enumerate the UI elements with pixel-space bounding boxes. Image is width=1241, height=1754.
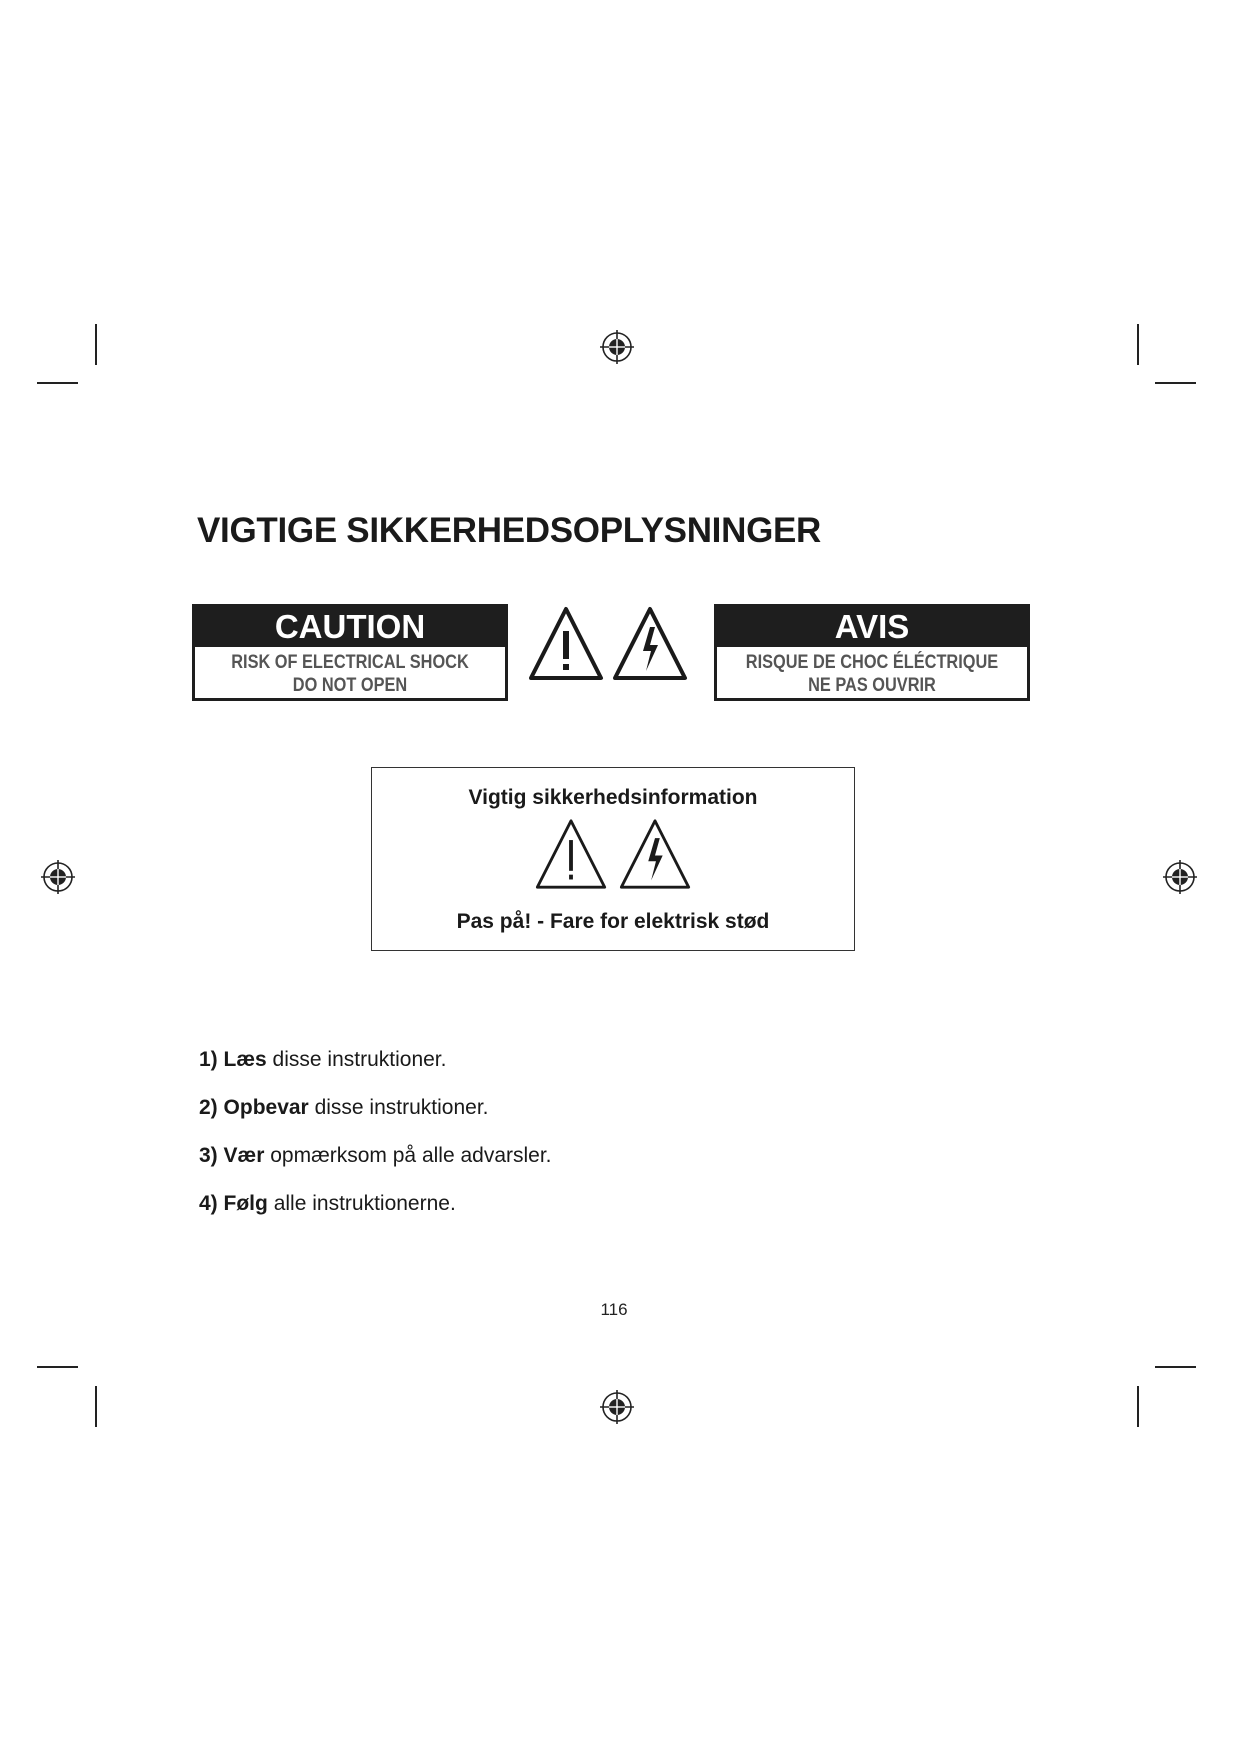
crop-mark-icon: [37, 382, 78, 384]
crop-mark-icon: [1155, 382, 1196, 384]
item-keyword: Læs: [223, 1048, 267, 1071]
item-keyword: Vær: [223, 1144, 265, 1167]
caution-line-1: RISK OF ELECTRICAL SHOCK: [231, 652, 469, 673]
avis-label: [714, 604, 1030, 701]
item-keyword: Opbevar: [223, 1096, 309, 1119]
item-number: 3): [199, 1144, 218, 1167]
list-item: [199, 1142, 552, 1190]
item-text: alle instruktionerne.: [267, 1192, 456, 1215]
item-number: 4): [199, 1192, 218, 1215]
safety-info-icons: [372, 817, 854, 891]
item-keyword: Følg: [223, 1192, 268, 1215]
registration-mark-icon: [1163, 860, 1197, 894]
lightning-warning-icon: [618, 817, 692, 891]
crop-mark-icon: [1137, 324, 1139, 365]
avis-heading: AVIS: [717, 607, 1027, 647]
safety-info-footer: Pas på! - Fare for elektrisk stød: [456, 910, 770, 933]
avis-line-1: RISQUE DE CHOC ÉLÉCTRIQUE: [745, 652, 999, 673]
caution-line-2: DO NOT OPEN: [292, 675, 408, 696]
list-item: [199, 1094, 552, 1142]
page-title: VIGTIGE SIKKERHEDSOPLYSNINGER: [197, 511, 822, 550]
item-text: disse instruktioner.: [308, 1096, 489, 1119]
registration-mark-icon: [41, 860, 75, 894]
exclamation-warning-icon: [528, 605, 604, 682]
safety-info-box: [371, 767, 855, 951]
registration-mark-icon: [600, 330, 634, 364]
exclamation-warning-icon: [534, 817, 608, 891]
list-item: [199, 1046, 552, 1094]
safety-info-heading: Vigtig sikkerhedsinformation: [468, 786, 758, 809]
crop-mark-icon: [37, 1366, 78, 1368]
item-number: 1): [199, 1048, 218, 1071]
lightning-warning-icon: [612, 605, 688, 682]
avis-line-2: NE PAS OUVRIR: [808, 675, 936, 696]
item-text: opmærksom på alle advarsler.: [264, 1144, 552, 1167]
crop-mark-icon: [1137, 1386, 1139, 1427]
avis-text: [739, 647, 1006, 697]
instruction-list: [199, 1046, 552, 1238]
registration-mark-icon: [600, 1390, 634, 1424]
crop-mark-icon: [1155, 1366, 1196, 1368]
page-number: 116: [600, 1300, 628, 1319]
caution-text: [217, 647, 484, 697]
item-text: disse instruktioner.: [266, 1048, 447, 1071]
caution-heading: CAUTION: [195, 607, 505, 647]
caution-label: [192, 604, 508, 701]
crop-mark-icon: [95, 1386, 97, 1427]
item-number: 2): [199, 1096, 218, 1119]
crop-mark-icon: [95, 324, 97, 365]
list-item: [199, 1190, 552, 1238]
